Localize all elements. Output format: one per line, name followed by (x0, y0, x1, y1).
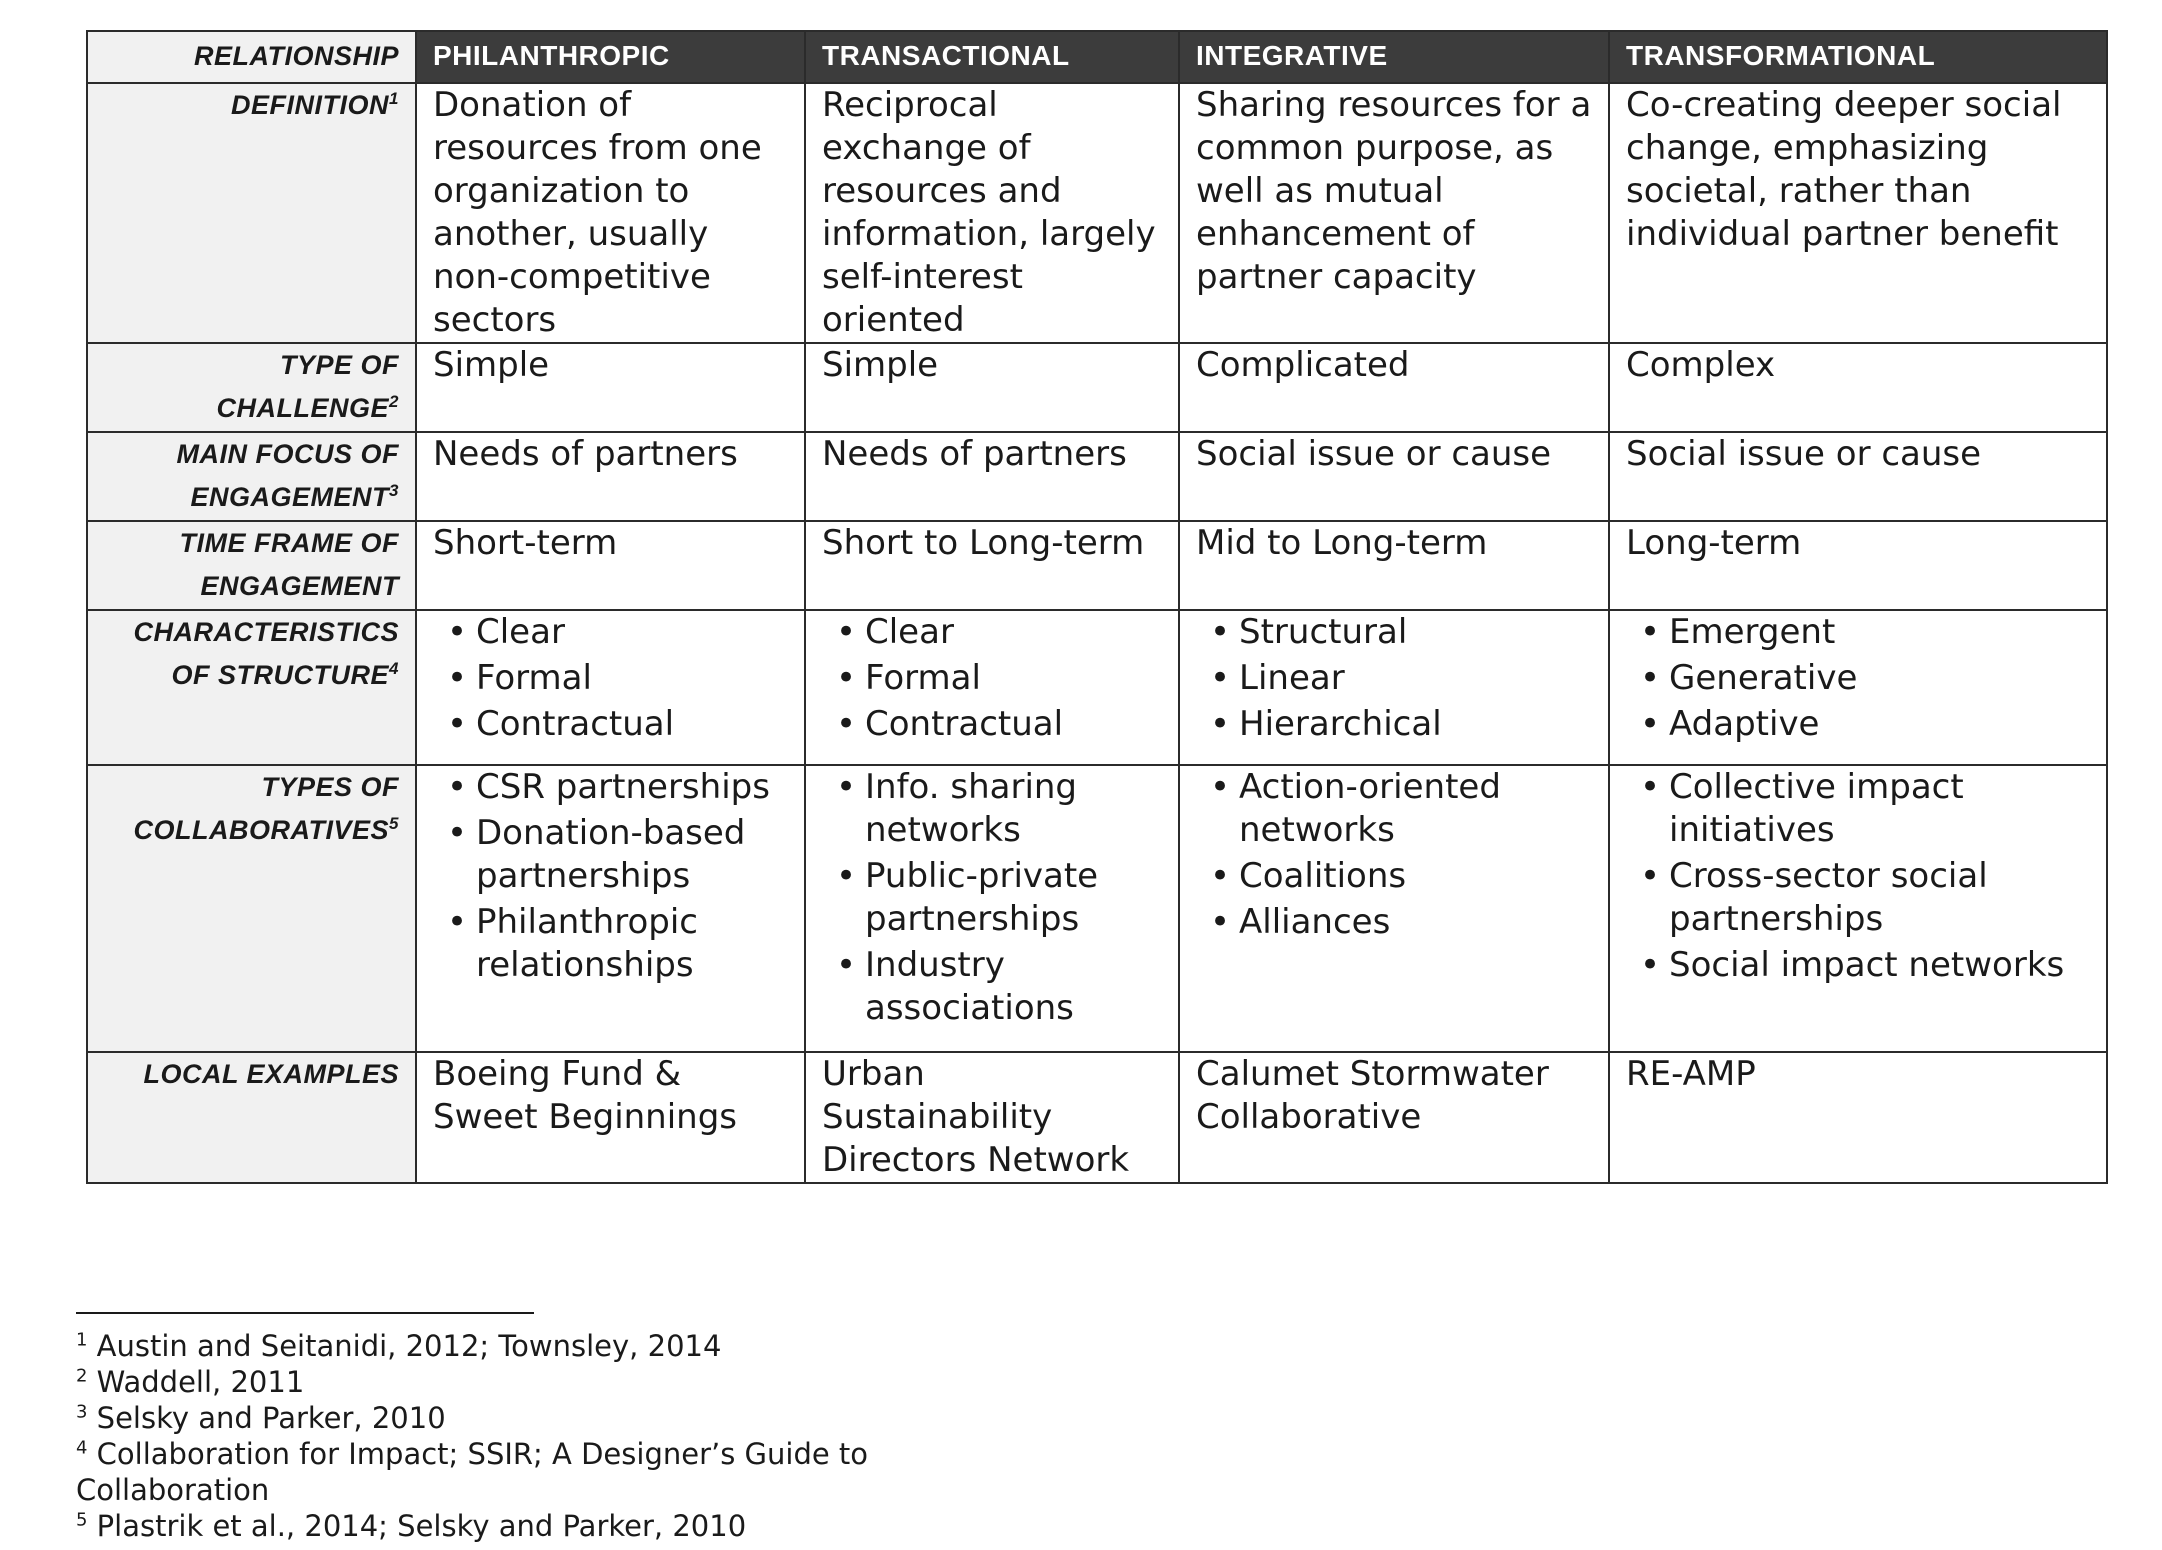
bullet-list (433, 766, 788, 987)
cell-integrative: Sharing resources for a common purpose, as well as mutual enhancement of partner capacity (1179, 83, 1609, 343)
footnote-marker: 5 (389, 814, 399, 833)
cell-transactional: Needs of partners (805, 432, 1179, 521)
list-item: • Hierarchical (1196, 703, 1592, 746)
relationship-matrix-table (86, 30, 2108, 1184)
footnote-number: 5 (76, 1509, 88, 1531)
bullet-list (822, 611, 1162, 746)
cell-integrative: Social issue or cause (1179, 432, 1609, 521)
list-item: • Clear (433, 611, 788, 654)
cell-integrative: Mid to Long-term (1179, 521, 1609, 610)
cell-transactional (805, 765, 1179, 1052)
cell-transactional: Simple (805, 343, 1179, 432)
footnote-number: 4 (76, 1437, 88, 1459)
list-item: • Philanthropic relationships (433, 901, 788, 987)
footnote-rule (76, 1312, 534, 1314)
footnote-number: 1 (76, 1329, 88, 1351)
list-item: • Donation-based partnerships (433, 812, 788, 898)
cell-philanthropic (416, 610, 805, 765)
footnote-number: 2 (76, 1365, 88, 1387)
row-label-text: OF STRUCTURE (171, 660, 390, 690)
cell-philanthropic: Boeing Fund & Sweet Beginnings (416, 1052, 805, 1183)
cell-transformational: Co-creating deeper social change, emphasizing societal, rather than individual partner benefit (1609, 83, 2107, 343)
list-item: • Info. sharing networks (822, 766, 1162, 852)
cell-philanthropic: Simple (416, 343, 805, 432)
cell-philanthropic: Short-term (416, 521, 805, 610)
row-label-text: TIME FRAME OF (179, 528, 399, 558)
bullet-list (433, 611, 788, 746)
table-row (87, 343, 2107, 432)
list-item: • Formal (433, 657, 788, 700)
row-label-text: ENGAGEMENT (190, 482, 390, 512)
table-body (87, 83, 2107, 1183)
cell-transactional: Reciprocal exchange of resources and information, largely self-interest oriented (805, 83, 1179, 343)
row-label (87, 610, 416, 765)
cell-integrative: Calumet Stormwater Collaborative (1179, 1052, 1609, 1183)
list-item: • Structural (1196, 611, 1592, 654)
column-header-transactional: TRANSACTIONAL (805, 31, 1179, 83)
footnote-item (76, 1328, 976, 1364)
footnote-item (76, 1364, 976, 1400)
list-item: • Linear (1196, 657, 1592, 700)
footnote-text: Plastrik et al., 2014; Selsky and Parker, 2010 (87, 1509, 747, 1543)
bullet-list (1196, 766, 1592, 944)
row-label (87, 432, 416, 521)
footnote-item (76, 1400, 976, 1436)
cell-transformational: RE-AMP (1609, 1052, 2107, 1183)
column-header-philanthropic: PHILANTHROPIC (416, 31, 805, 83)
list-item: • Emergent (1626, 611, 2090, 654)
table-row (87, 83, 2107, 343)
corner-header: RELATIONSHIP (87, 31, 416, 83)
cell-integrative (1179, 765, 1609, 1052)
row-label-text: COLLABORATIVES (133, 815, 390, 845)
list-item: • Action-oriented networks (1196, 766, 1592, 852)
footnotes (76, 1312, 976, 1544)
row-label (87, 83, 416, 343)
row-label (87, 765, 416, 1052)
list-item: • Cross-sector social partnerships (1626, 855, 2090, 941)
cell-transformational: Complex (1609, 343, 2107, 432)
column-header-transformational: TRANSFORMATIONAL (1609, 31, 2107, 83)
cell-transformational: Social issue or cause (1609, 432, 2107, 521)
footnote-marker: 4 (389, 659, 399, 678)
cell-integrative (1179, 610, 1609, 765)
list-item: • Alliances (1196, 901, 1592, 944)
row-label-text: MAIN FOCUS OF (176, 439, 399, 469)
row-label-text: ENGAGEMENT (200, 571, 399, 601)
list-item: • Formal (822, 657, 1162, 700)
table-row (87, 765, 2107, 1052)
list-item: • CSR partnerships (433, 766, 788, 809)
cell-philanthropic: Donation of resources from one organization to another, usually non-competitive sectors (416, 83, 805, 343)
row-label-text: TYPES OF (261, 772, 399, 802)
footnote-list (76, 1328, 976, 1544)
footnote-text: Waddell, 2011 (87, 1365, 305, 1399)
table-row (87, 610, 2107, 765)
row-label-text: CHARACTERISTICS (133, 617, 399, 647)
footnote-text: Collaboration for Impact; SSIR; A Designer’s Guide to Collaboration (76, 1437, 869, 1507)
footnote-number: 3 (76, 1401, 88, 1423)
bullet-list (1626, 766, 2090, 987)
footnote-text: Selsky and Parker, 2010 (87, 1401, 446, 1435)
footnote-text: Austin and Seitanidi, 2012; Townsley, 2014 (87, 1329, 722, 1363)
row-label-text: LOCAL EXAMPLES (143, 1059, 399, 1089)
cell-transactional: Short to Long-term (805, 521, 1179, 610)
column-header-integrative: INTEGRATIVE (1179, 31, 1609, 83)
cell-transformational (1609, 610, 2107, 765)
header-row (87, 31, 2107, 83)
list-item: • Generative (1626, 657, 2090, 700)
row-label (87, 521, 416, 610)
cell-transformational: Long-term (1609, 521, 2107, 610)
table-row (87, 1052, 2107, 1183)
list-item: • Social impact networks (1626, 944, 2090, 987)
list-item: • Public-private partnerships (822, 855, 1162, 941)
bullet-list (1196, 611, 1592, 746)
footnote-item (76, 1508, 976, 1544)
list-item: • Industry associations (822, 944, 1162, 1030)
cell-transformational (1609, 765, 2107, 1052)
row-label (87, 1052, 416, 1183)
list-item: • Coalitions (1196, 855, 1592, 898)
footnote-marker: 1 (389, 89, 399, 108)
cell-transactional (805, 610, 1179, 765)
list-item: • Adaptive (1626, 703, 2090, 746)
list-item: • Contractual (822, 703, 1162, 746)
bullet-list (1626, 611, 2090, 746)
cell-transactional: Urban Sustainability Directors Network (805, 1052, 1179, 1183)
row-label (87, 343, 416, 432)
row-label-text: DEFINITION (231, 90, 390, 120)
footnote-marker: 2 (389, 392, 399, 411)
row-label-text: CHALLENGE (216, 393, 390, 423)
list-item: • Collective impact initiatives (1626, 766, 2090, 852)
list-item: • Contractual (433, 703, 788, 746)
table-row (87, 521, 2107, 610)
table-row (87, 432, 2107, 521)
footnote-marker: 3 (389, 481, 399, 500)
cell-integrative: Complicated (1179, 343, 1609, 432)
cell-philanthropic (416, 765, 805, 1052)
footnote-item (76, 1436, 976, 1508)
cell-philanthropic: Needs of partners (416, 432, 805, 521)
row-label-text: TYPE OF (279, 350, 399, 380)
list-item: • Clear (822, 611, 1162, 654)
bullet-list (822, 766, 1162, 1030)
